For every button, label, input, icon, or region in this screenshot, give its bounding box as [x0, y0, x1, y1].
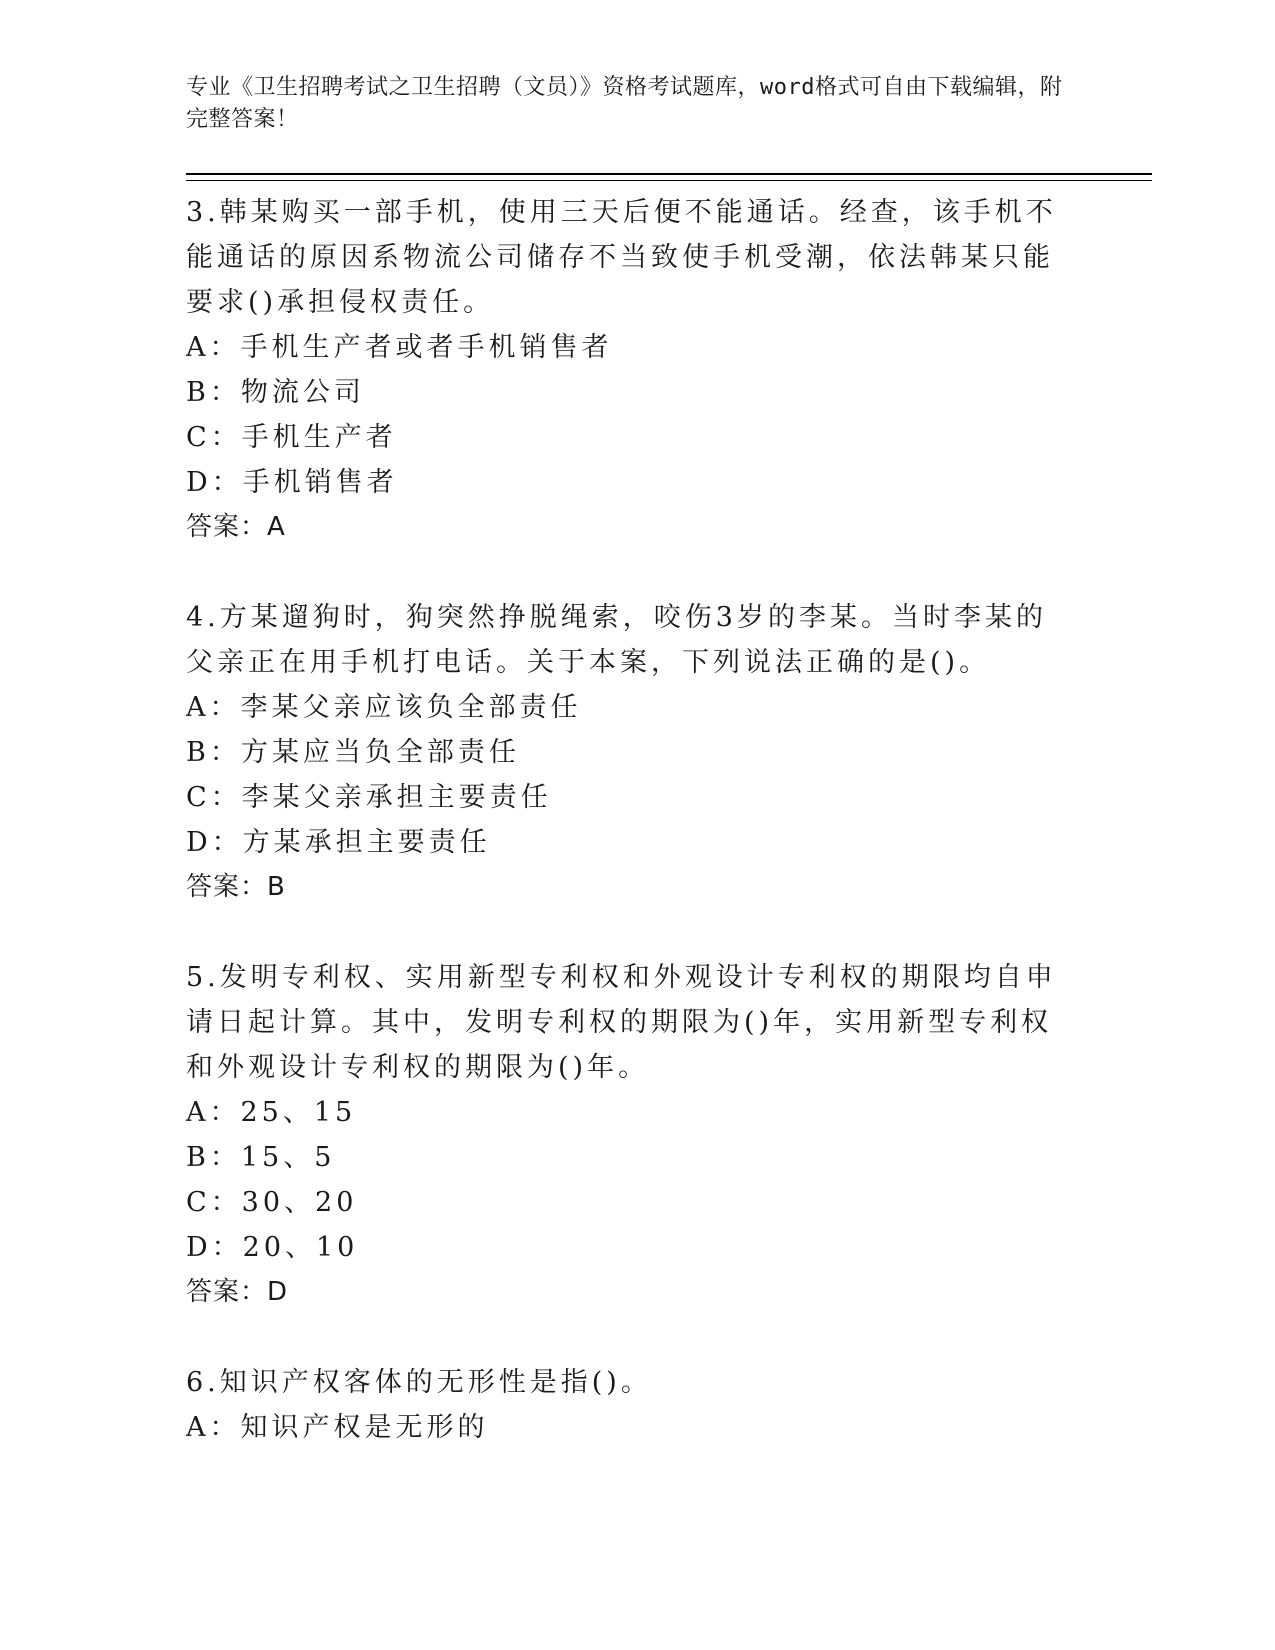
option-c: C：手机生产者 — [186, 422, 397, 453]
question-5 — [186, 955, 1066, 1315]
option-a: A：25、15 — [186, 1097, 357, 1128]
question-3 — [186, 190, 1066, 550]
question-stem: 6.知识产权客体的无形性是指()。 — [186, 1367, 652, 1398]
question-list — [186, 190, 1066, 1450]
option-d: D：20、10 — [186, 1232, 359, 1263]
option-d: D：手机销售者 — [186, 467, 398, 498]
question-stem: 3.韩某购买一部手机，使用三天后便不能通话。经查，该手机不能通话的原因系物流公司储存不当致使手机受潮，依法韩某只能要求()承担侵权责任。 — [186, 197, 1057, 318]
option-b: B：物流公司 — [186, 377, 365, 408]
question-stem: 4.方某遛狗时，狗突然挣脱绳索，咬伤3岁的李某。当时李某的父亲正在用手机打电话。关于本案，下列说法正确的是()。 — [186, 602, 1047, 678]
answer-line: 答案：D — [186, 1277, 289, 1307]
option-a: A：手机生产者或者手机销售者 — [186, 332, 613, 363]
document-header: 专业《卫生招聘考试之卫生招聘（文员）》资格考试题库，word格式可自由下载编辑，附完整答案！ — [186, 75, 1063, 132]
option-a: A：知识产权是无形的 — [186, 1412, 489, 1443]
header-rule-thin — [186, 180, 1152, 181]
question-stem: 5.发明专利权、实用新型专利权和外观设计专利权的期限均自申请日起计算。其中，发明专利权的期限为()年，实用新型专利权和外观设计专利权的期限为()年。 — [186, 962, 1057, 1083]
question-6 — [186, 1360, 1066, 1450]
option-a: A：李某父亲应该负全部责任 — [186, 692, 582, 723]
option-b: B：15、5 — [186, 1142, 336, 1173]
answer-line: 答案：B — [186, 872, 286, 902]
option-d: D：方某承担主要责任 — [186, 827, 491, 858]
option-c: C：30、20 — [186, 1187, 358, 1218]
option-b: B：方某应当负全部责任 — [186, 737, 520, 768]
header-rule-thick — [186, 173, 1152, 175]
answer-line: 答案：A — [186, 512, 286, 542]
option-c: C：李某父亲承担主要责任 — [186, 782, 552, 813]
question-4 — [186, 595, 1066, 910]
